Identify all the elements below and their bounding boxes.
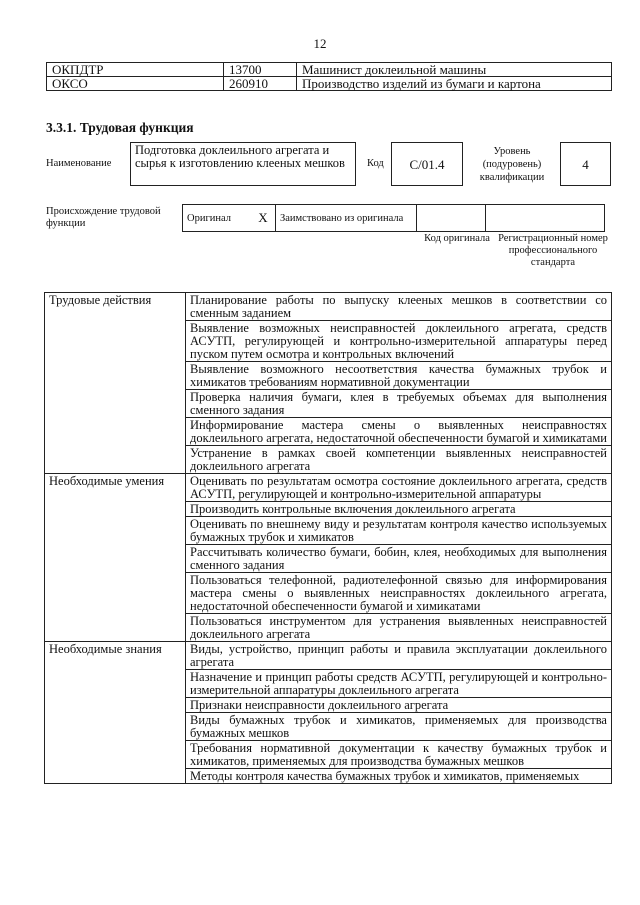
list-item: Пользоваться инструментом для устранения выявленных неисправностей доклеильного агрегата (186, 614, 612, 642)
list-item: Требования нормативной документации к качеству бумажных трубок и химикатов, применяемых для производства бумажных мешков (186, 741, 612, 769)
classifier-title: Машинист доклеильной машины (297, 63, 612, 77)
code-original-cell (417, 205, 486, 232)
origin-label: Происхождение трудовой функции (46, 206, 161, 229)
code-original-label: Код оригинала (424, 233, 490, 244)
category-labor-actions: Трудовые действия (45, 293, 186, 474)
name-label: Наименование (46, 158, 112, 169)
classifier-name: ОКСО (47, 77, 224, 91)
list-item: Выявление возможных неисправностей доклеильного агрегата, средств АСУТП, регулирующей и контрольно-измерительной аппаратуры перед пуском путем осмотра и контрольных включений (186, 321, 612, 362)
qualification-level: 4 (560, 142, 611, 186)
classifier-code: 13700 (224, 63, 297, 77)
list-item: Проверка наличия бумаги, клея в требуемых объемах для выполнения сменного задания (186, 390, 612, 418)
classifier-code: 260910 (224, 77, 297, 91)
borrowed-label: Заимствовано из оригинала (276, 205, 417, 232)
list-item: Планирование работы по выпуску клееных мешков в соответствии со сменным заданием (186, 293, 612, 321)
list-item: Виды бумажных трубок и химикатов, применяемых для производства бумажных мешков (186, 713, 612, 741)
code-label: Код (367, 158, 384, 169)
list-item: Пользоваться телефонной, радиотелефонной связью для информирования мастера смены о выявленных неисправностях доклеильного агрегата, недостаточной обеспеченности бумагой и химикатами (186, 573, 612, 614)
original-label: Оригинал (183, 205, 252, 232)
classifier-codes-table (46, 62, 612, 91)
list-item: Признаки неисправности доклеильного агрегата (186, 698, 612, 713)
category-required-skills: Необходимые умения (45, 474, 186, 642)
classifier-title: Производство изделий из бумаги и картона (297, 77, 612, 91)
reg-number-cell (486, 205, 605, 232)
function-code: С/01.4 (391, 142, 463, 186)
function-details-table (44, 292, 612, 784)
list-item: Виды, устройство, принцип работы и правила эксплуатации доклеильного агрегата (186, 642, 612, 670)
table-row (45, 642, 612, 670)
list-item: Оценивать по внешнему виду и результатам контроля качество используемых бумажных трубок и химикатов (186, 517, 612, 545)
table-row (45, 293, 612, 321)
reg-number-label: Регистрационный номер профессионального стандарта (498, 233, 608, 268)
original-mark: X (251, 205, 276, 232)
list-item: Выявление возможного несоответствия качества бумажных трубок и химикатов требованиям нормативной документации (186, 362, 612, 390)
classifier-row (47, 77, 612, 91)
classifier-name: ОКПДТР (47, 63, 224, 77)
qualification-level-label: Уровень (подуровень) квалификации (479, 146, 545, 183)
list-item: Рассчитывать количество бумаги, бобин, клея, необходимых для выполнения сменного задания (186, 545, 612, 573)
list-item: Устранение в рамках своей компетенции выявленных неисправностей доклеильного агрегата (186, 446, 612, 474)
classifier-row (47, 63, 612, 77)
origin-table (182, 204, 605, 232)
table-row (45, 474, 612, 502)
page-number: 12 (313, 36, 327, 51)
list-item: Оценивать по результатам осмотра состояние доклеильного агрегата, средств АСУТП, регулирующей и контрольно-измерительной аппаратуры (186, 474, 612, 502)
list-item: Производить контрольные включения доклеильного агрегата (186, 502, 612, 517)
section-heading: 3.3.1. Трудовая функция (46, 120, 194, 135)
function-title: Подготовка доклеильного агрегата и сырья к изготовлению клееных мешков (130, 142, 356, 186)
list-item: Методы контроля качества бумажных трубок и химикатов, применяемых (186, 769, 612, 784)
list-item: Назначение и принцип работы средств АСУТП, регулирующей и контрольно-измерительной аппаратуры доклеильного агрегата (186, 670, 612, 698)
list-item: Информирование мастера смены о выявленных неисправностях доклеильного агрегата, недостаточной обеспеченности бумагой и химикатами (186, 418, 612, 446)
category-required-knowledge: Необходимые знания (45, 642, 186, 784)
